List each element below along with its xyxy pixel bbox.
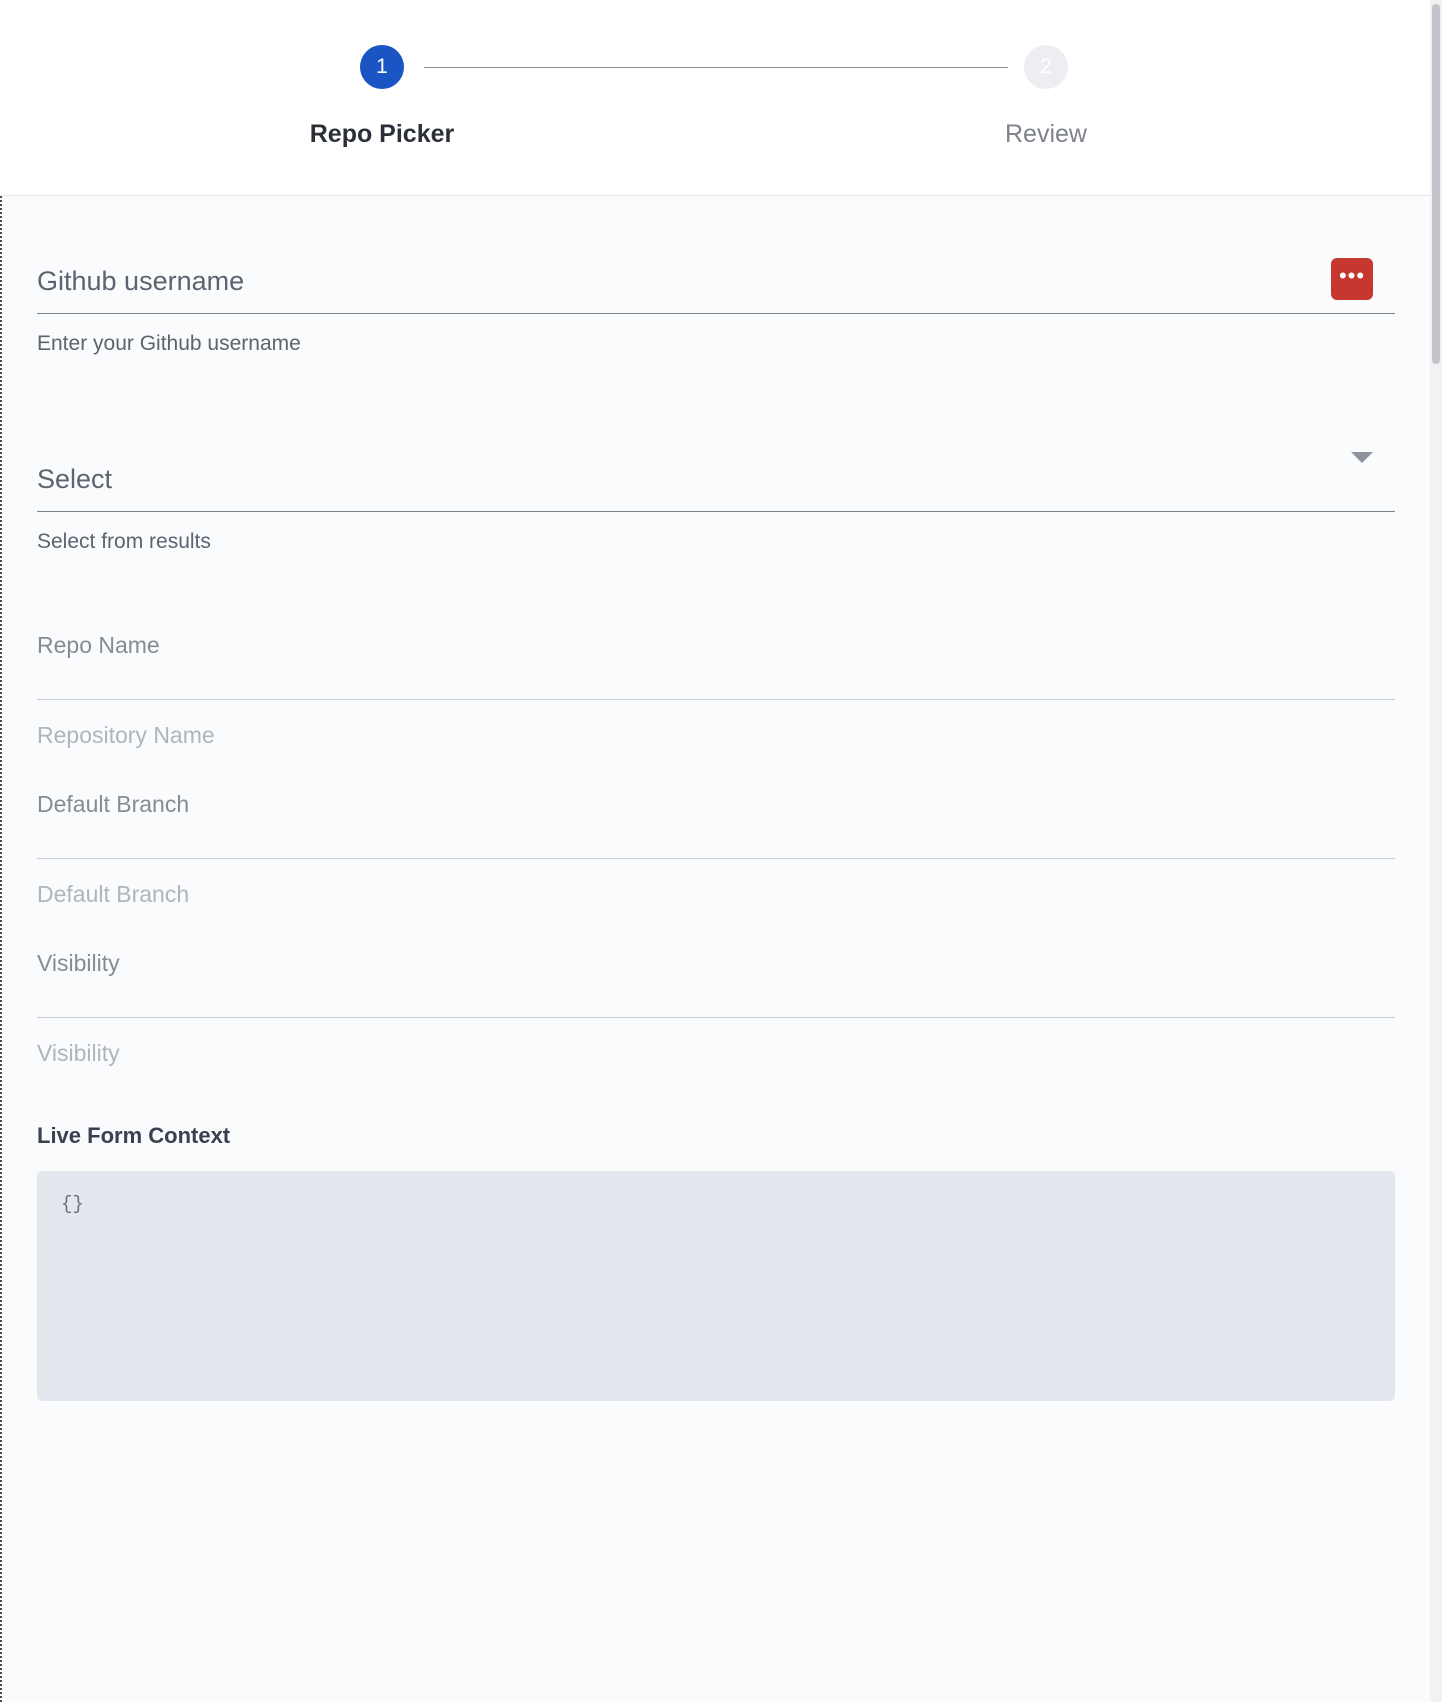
repo-select-label: Select (37, 464, 113, 494)
page-scrollbar-thumb[interactable] (1432, 4, 1440, 364)
stepper-connector-line (424, 67, 1008, 68)
stepper-indicators (0, 45, 1430, 89)
live-form-context-code: {} (37, 1171, 1395, 1401)
github-username-underline (37, 313, 1395, 314)
visibility-placeholder: Visibility (37, 1040, 120, 1066)
repo-select-underline (37, 511, 1395, 512)
page-scrollbar-track[interactable] (1430, 0, 1442, 1702)
password-dots-icon[interactable] (1331, 258, 1373, 300)
github-username-field[interactable] (37, 196, 1395, 356)
repo-picker-form (0, 196, 1430, 1702)
stepper-header (0, 0, 1430, 196)
visibility-label: Visibility (37, 950, 120, 976)
chevron-down-icon[interactable] (1351, 452, 1373, 463)
visibility-underline (37, 1017, 1395, 1018)
step-1-number: 1 (376, 55, 388, 78)
visibility-field[interactable] (37, 908, 1395, 1067)
repo-name-underline (37, 699, 1395, 700)
repo-select-helper: Select from results (37, 530, 211, 553)
password-dots-glyph: ••• (1338, 263, 1366, 288)
github-username-label: Github username (37, 266, 245, 296)
step-2-number: 2 (1040, 55, 1052, 78)
step-1-label: Repo Picker (309, 120, 455, 148)
default-branch-field[interactable] (37, 749, 1395, 908)
repo-name-placeholder: Repository Name (37, 722, 215, 748)
live-form-context-title: Live Form Context (37, 1123, 231, 1148)
step-2-circle[interactable] (1024, 45, 1068, 89)
default-branch-underline (37, 858, 1395, 859)
github-username-helper: Enter your Github username (37, 332, 301, 355)
repo-name-field[interactable] (37, 554, 1395, 749)
repo-select-field[interactable] (37, 356, 1395, 554)
step-1-circle[interactable] (360, 45, 404, 89)
default-branch-placeholder: Default Branch (37, 881, 190, 907)
stepper-labels (0, 120, 1430, 160)
repo-name-label: Repo Name (37, 632, 160, 658)
default-branch-label: Default Branch (37, 791, 190, 817)
step-2-label: Review (1005, 120, 1087, 148)
